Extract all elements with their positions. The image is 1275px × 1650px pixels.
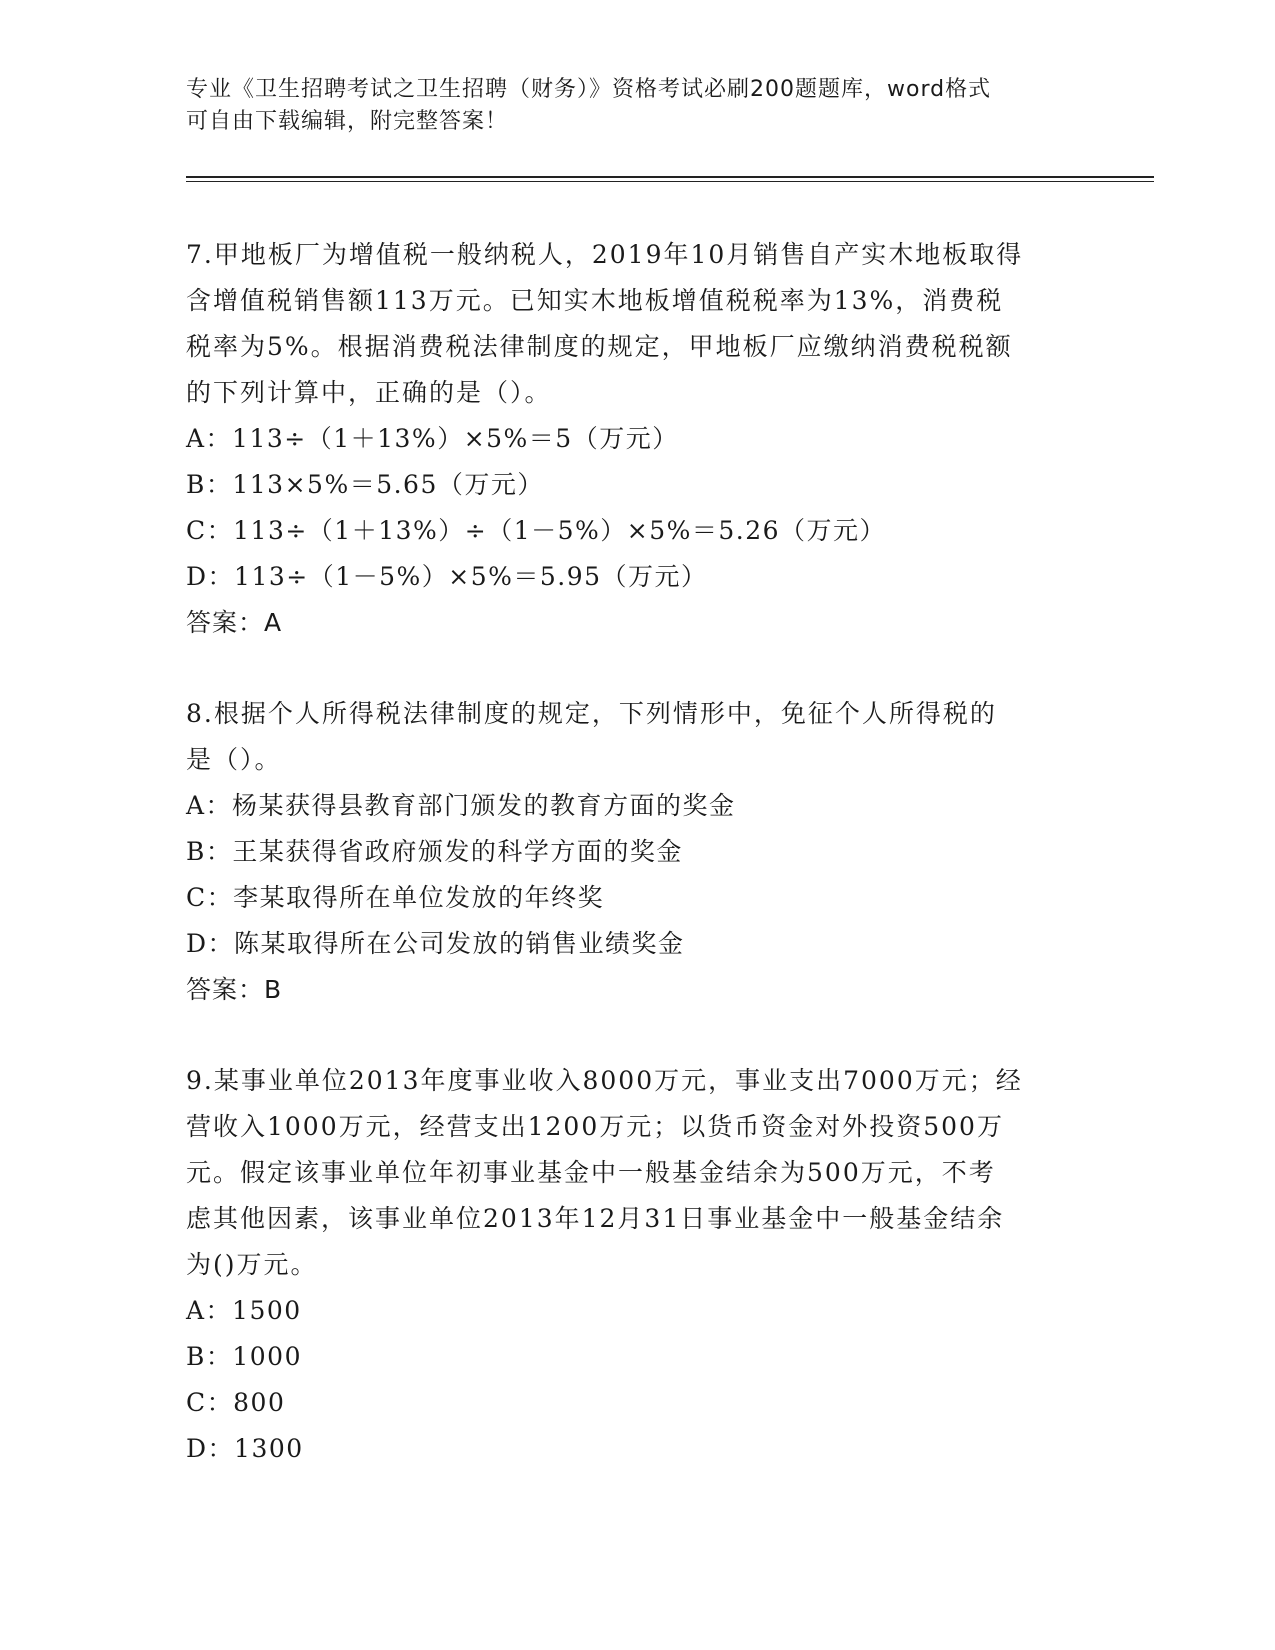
header-divider-thin bbox=[186, 181, 1154, 182]
option-d: D：1300 bbox=[186, 1434, 304, 1463]
answer-label: 答案：B bbox=[186, 975, 283, 1004]
option-c: C：李某取得所在单位发放的年终奖 bbox=[186, 883, 605, 912]
answer-label: 答案：A bbox=[186, 608, 283, 637]
option-d: D：陈某取得所在公司发放的销售业绩奖金 bbox=[186, 929, 685, 958]
question-stem-line: 虑其他因素，该事业单位2013年12月31日事业基金中一般基金结余 bbox=[186, 1204, 1005, 1233]
question-stem-line: 8.根据个人所得税法律制度的规定，下列情形中，免征个人所得税的 bbox=[186, 699, 997, 728]
question-stem-line: 元。假定该事业单位年初事业基金中一般基金结余为500万元，不考 bbox=[186, 1158, 996, 1187]
question-stem-line: 是（）。 bbox=[186, 745, 282, 774]
question-9 bbox=[186, 1058, 1086, 1472]
option-a: A：杨某获得县教育部门颁发的教育方面的奖金 bbox=[186, 791, 736, 820]
question-stem-line: 7.甲地板厂为增值税一般纳税人，2019年10月销售自产实木地板取得 bbox=[186, 240, 1024, 269]
question-stem-line: 为()万元。 bbox=[186, 1250, 318, 1279]
option-b: B：王某获得省政府颁发的科学方面的奖金 bbox=[186, 837, 683, 866]
option-c: C：800 bbox=[186, 1388, 286, 1417]
question-stem-line: 税率为5%。根据消费税法律制度的规定，甲地板厂应缴纳消费税税额 bbox=[186, 332, 1013, 361]
question-stem-line: 含增值税销售额113万元。已知实木地板增值税税率为13%，消费税 bbox=[186, 286, 1004, 315]
option-a: A：113÷（1＋13%）×5%＝5（万元） bbox=[186, 424, 679, 453]
option-b: B：113×5%＝5.65（万元） bbox=[186, 470, 544, 499]
header-title-line-1: 专业《卫生招聘考试之卫生招聘（财务）》资格考试必刷200题题库，word格式 bbox=[186, 77, 992, 102]
header-divider-thick bbox=[186, 176, 1154, 178]
question-stem-line: 营收入1000万元，经营支出1200万元；以货币资金对外投资500万 bbox=[186, 1112, 1004, 1141]
document-header bbox=[186, 74, 1086, 138]
question-stem-line: 9.某事业单位2013年度事业收入8000万元，事业支出7000万元；经 bbox=[186, 1066, 1023, 1095]
question-8 bbox=[186, 691, 1086, 1013]
header-title-line-2: 可自由下载编辑，附完整答案！ bbox=[186, 109, 509, 134]
question-7 bbox=[186, 232, 1086, 646]
question-stem-line: 的下列计算中，正确的是（）。 bbox=[186, 378, 552, 407]
option-d: D：113÷（1－5%）×5%＝5.95（万元） bbox=[186, 562, 708, 591]
option-a: A：1500 bbox=[186, 1296, 302, 1325]
question-list bbox=[186, 232, 1086, 1517]
header-divider bbox=[186, 176, 1154, 182]
option-b: B：1000 bbox=[186, 1342, 302, 1371]
option-c: C：113÷（1＋13%）÷（1－5%）×5%＝5.26（万元） bbox=[186, 516, 887, 545]
